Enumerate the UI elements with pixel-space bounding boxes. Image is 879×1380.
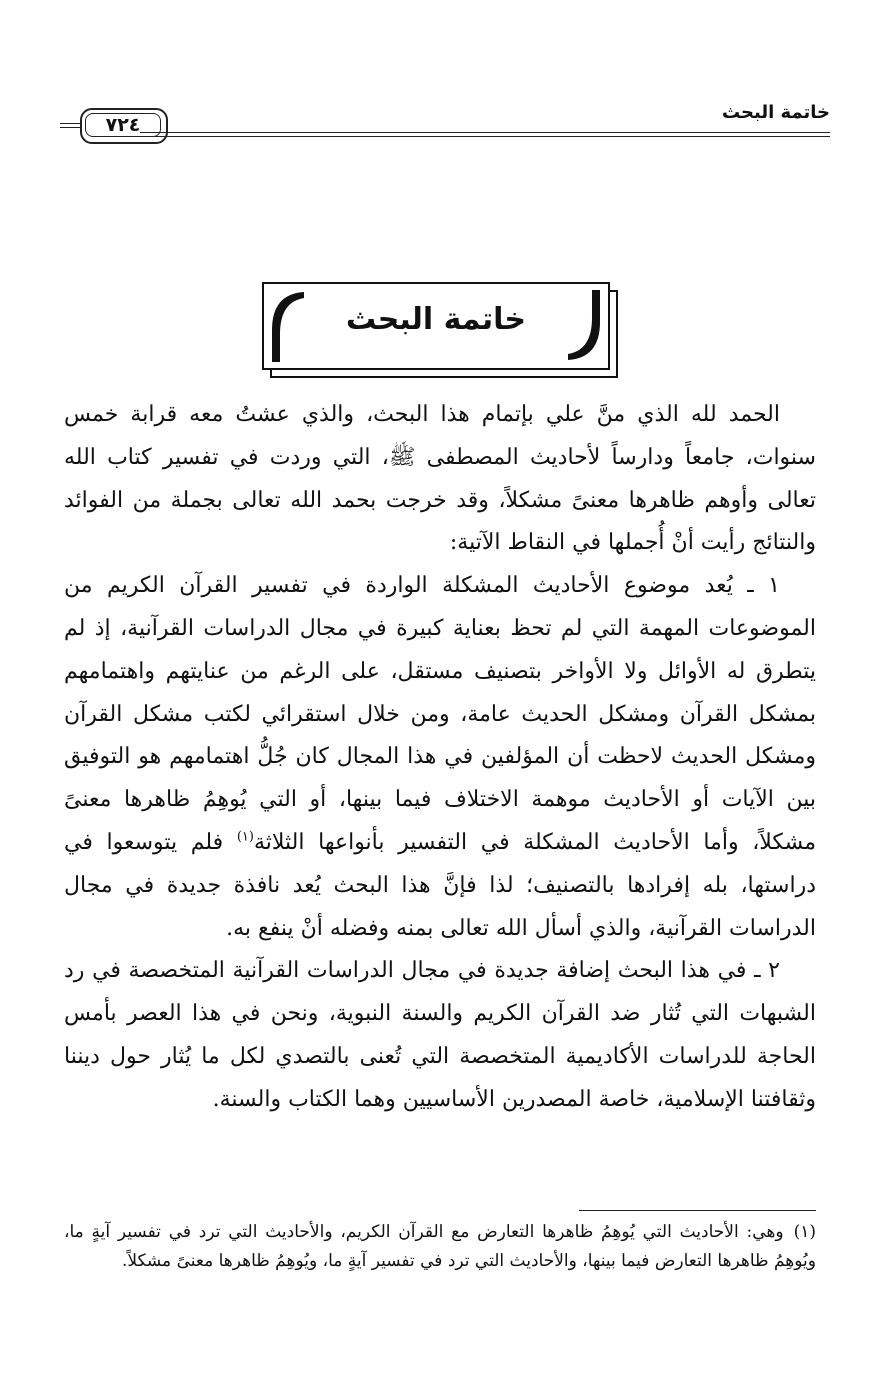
- point-2-paragraph: ٢ ـ في هذا البحث إضافة جديدة في مجال الدراسات القرآنية المتخصصة في رد الشبهات التي تُثار ضد القرآن الكريم والسنة النبوية، ونحن في هذا العصر بأمس الحاجة للدراسات الأكاديمية المتخصصة التي تُعنى بالتصدي لكل ما يُثار حول ديننا وثقافتنا الإسلامية، خاصة المصدرين الأساسيين وهما الكتاب والسنة.: [64, 958, 816, 1112]
- body-text: [64, 394, 816, 1122]
- page-number-box: [60, 108, 180, 142]
- footnote: [64, 1218, 816, 1276]
- footnote-text: وهي: الأحاديث التي يُوهِمُ ظاهرها التعارض مع القرآن الكريم، والأحاديث التي ترد في تفسير آيةٍ ما، ويُوهِمُ ظاهرها التعارض فيما بينها، والأحاديث التي ترد في تفسير آيةٍ ما، ويُوهِمُ ظاهرها معنىً مشكلاً.: [64, 1222, 816, 1271]
- point-1-text-continued: فلم يتوسعوا في دراستها، بله إفرادها بالتصنيف؛ لذا فإنَّ هذا البحث يُعد نافذة جديدة في مجال الدراسات القرآنية، والذي أسأل الله تعالى بمنه وفضله أنْ ينفع به.: [64, 829, 816, 941]
- page-box-left-line-double: [60, 127, 80, 128]
- right-swoosh-ornament: [566, 290, 602, 362]
- title-frame-box: [262, 282, 610, 370]
- left-swoosh-ornament: [270, 290, 306, 362]
- intro-paragraph: الحمد لله الذي منَّ علي بإتمام هذا البحث، والذي عشتُ معه قرابة خمس سنوات، جامعاً ودارساً لأحاديث المصطفى ﷺ، التي وردت في تفسير كتاب الله تعالى وأوهم ظاهرها معنىً مشكلاً، وقد خرجت بحمد الله تعالى بجملة من الفوائد والنتائج رأيت أنْ أُجملها في النقاط الآتية:: [64, 402, 816, 556]
- page-number: ٧٢٤: [85, 113, 161, 137]
- footnote-number: (١): [793, 1222, 816, 1242]
- chapter-title-frame: [262, 282, 618, 378]
- header-rule-double: [140, 136, 830, 137]
- header-rule: [140, 132, 830, 133]
- running-title: خاتمة البحث: [721, 102, 830, 123]
- point-1-text: ١ ـ يُعد موضوع الأحاديث المشكلة الواردة في تفسير القرآن الكريم من الموضوعات المهمة التي لم تحظ بعناية كبيرة في مجال الدراسات القرآنية، إذ لم يتطرق له الأوائل ولا الأواخر بتصنيف مستقل، على الرغم من عنايتهم واهتمامهم بمشكل القرآن ومشكل الحديث عامة، ومن خلال استقرائي لكتب مشكل القرآن ومشكل الحديث لاحظت أن المؤلفين في هذا المجال كان جُلُّ اهتمامهم هو التوفيق بين الآيات أو الأحاديث موهمة الاختلاف فيما بينها، أو التي يُوهِمُ ظاهرها معنىً مشكلاً، وأما الأحاديث المشكلة في التفسير بأنواعها الثلاثة: [64, 573, 816, 855]
- footnote-reference: (١): [236, 829, 254, 845]
- running-header: [60, 96, 830, 156]
- footnote-separator: [579, 1210, 816, 1211]
- point-1-paragraph: [64, 565, 816, 950]
- page-box-left-line: [60, 123, 80, 124]
- chapter-title: خاتمة البحث: [345, 302, 527, 337]
